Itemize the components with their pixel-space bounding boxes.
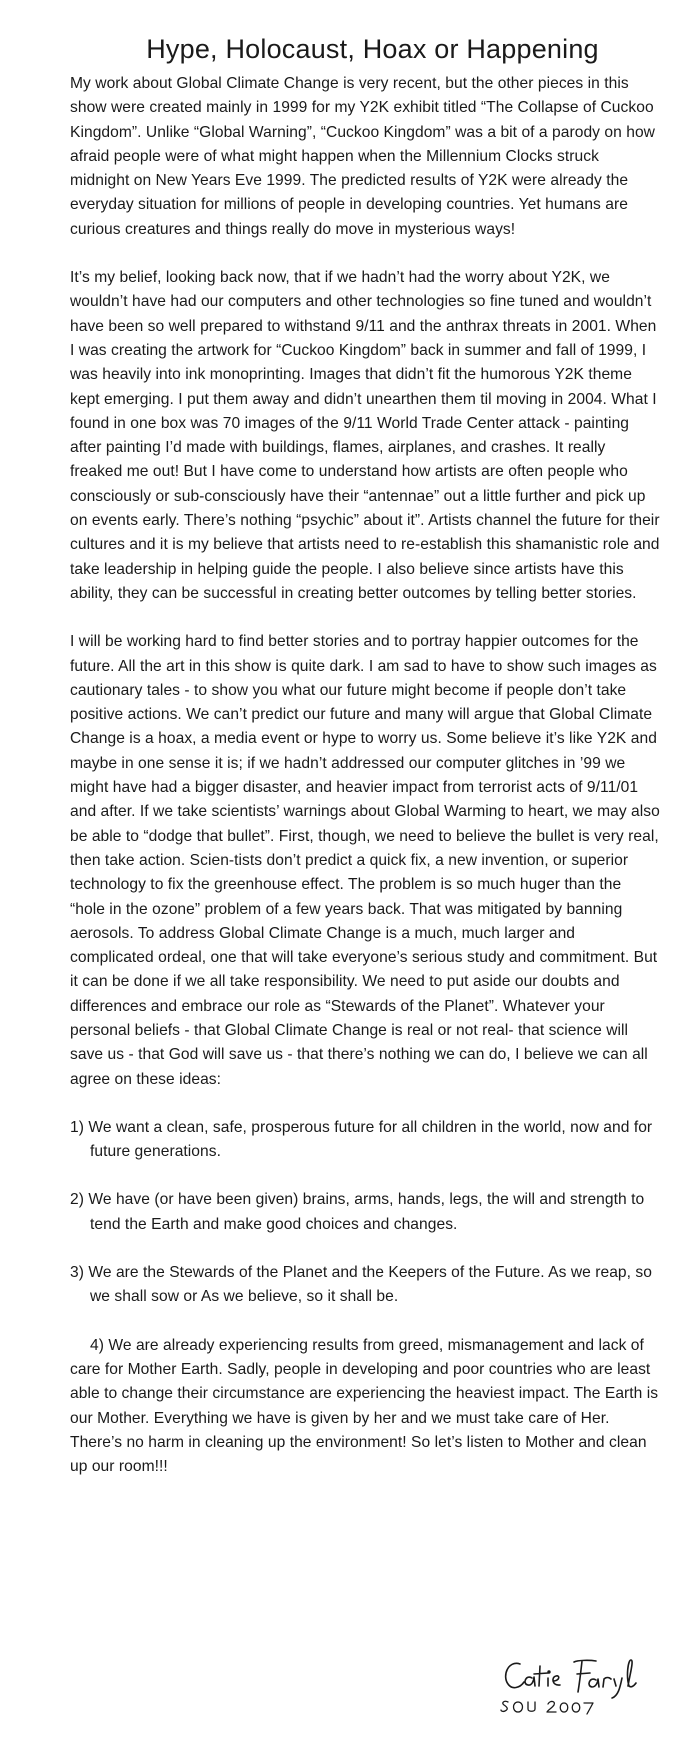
paragraph-3: I will be working hard to find better stories and to portray happier outcomes for the future. All the art in this show is quite dark. I am sad to have to show such images as cautionary tales - to show you what our future might become if people don’t take positive actions. We can’t predict our future and many will argue that Global Climate Change is a hoax, a media event or hype to worry us. Some believe it’s like Y2K and maybe in one sense it is; if we hadn’t addressed our computer glitches in ’99 we might have had a bigger disaster, and heavier impact from terrorist acts of 9/11/01 and after. If we take scientists’ warnings about Global Warming to heart, we may also be able to “dodge that bullet”. First, though, we need to believe the bullet is very real, then take action. Scien-tists don’t predict a quick fix, a new invention, or superior technology to fix the greenhouse effect. The problem is so much huger than the “hole in the ozone” problem of a few years back. That was mitigated by banning aerosols. To address Global Climate Change is a much, much larger and complicated ordeal, one that will take everyone’s serious study and commitment. But it can be done if we all take responsibility. We need to put aside our doubts and differences and embrace our role as “Stewards of the Planet”. Whatever your personal beliefs - that Global Climate Change is real or not real- that science will save us - that God will save us - that there’s nothing we can do, I believe we can all agree on these ideas: (70, 633, 660, 1088)
list-number: 3) (70, 1264, 84, 1282)
paragraph-2: It’s my belief, looking back now, that if we hadn’t had the worry about Y2K, we wouldn’t have had our computers and other technologies so fine tuned and wouldn’t have been so well prepared to withstand 9/11 and the anthrax threats in 2001. When I was creating the artwork for “Cuckoo Kingdom” back in summer and fall of 1999, I was heavily into ink monoprinting. Images that didn’t fit the humorous Y2K theme kept emerging. I put them away and didn’t unearthen them til moving in 2004. What I found in one box was 70 images of the 9/11 World Trade Center attack - painting after painting I’d made with buildings, flames, airplanes, and crashes. It really freaked me out! But I have come to understand how artists are often people who consciously or sub-consciously have their “antennae” out a little further and pick up on events early. There’s nothing “psychic” about it”. Artists channel the future for their cultures and it is my believe that artists need to re-establish this shamanistic role and take leadership in helping guide the people. I also believe since artists have this ability, they can be successful in creating better outcomes by telling better stories. (70, 269, 660, 602)
paragraph-1: My work about Global Climate Change is very recent, but the other pieces in this show were created mainly in 1999 for my Y2K exhibit titled “The Collapse of Cuckoo Kingdom”. Unlike “Global Warning”, “Cuckoo Kingdom” was a bit of a parody on how afraid people were of what might happen when the Millennium Clocks struck midnight on New Years Eve 1999. The predicted results of Y2K were already the everyday situation for millions of people in developing countries. Yet humans are curious creatures and things really do move in mysterious ways! (70, 75, 655, 238)
list-item (70, 1334, 660, 1480)
list-number: 4) (90, 1336, 104, 1354)
list-text: We are the Stewards of the Planet and the Keepers of the Future. As we reap, so we shall sow or As we believe, so it shall be. (88, 1264, 652, 1306)
list-text: We want a clean, safe, prosperous future for all children in the world, now and for future generations. (88, 1118, 653, 1161)
list-text: We are already experiencing results from greed, mismanagement and lack of care for Mother Earth. Sadly, people in developing and poor countries who are least able to change their circumstance are experiencing the heaviest impact. The Earth is our Mother. Everything we have is given by her and we must take care of Her. There’s no harm in cleaning up the environment! So let’s listen to Mother and clean up our room!!! (70, 1336, 659, 1476)
signature (498, 1650, 648, 1730)
list-item (70, 1116, 660, 1165)
list-number: 2) (70, 1191, 84, 1209)
ideas-list (70, 1116, 660, 1480)
list-text: We have (or have been given) brains, arms, hands, legs, the will and strength to tend the Earth and make good choices and changes. (88, 1191, 645, 1233)
list-item (70, 1188, 660, 1237)
list-item (70, 1261, 660, 1310)
list-number: 1) (70, 1118, 84, 1136)
document-title: Hype, Holocaust, Hoax or Happening (146, 34, 599, 64)
